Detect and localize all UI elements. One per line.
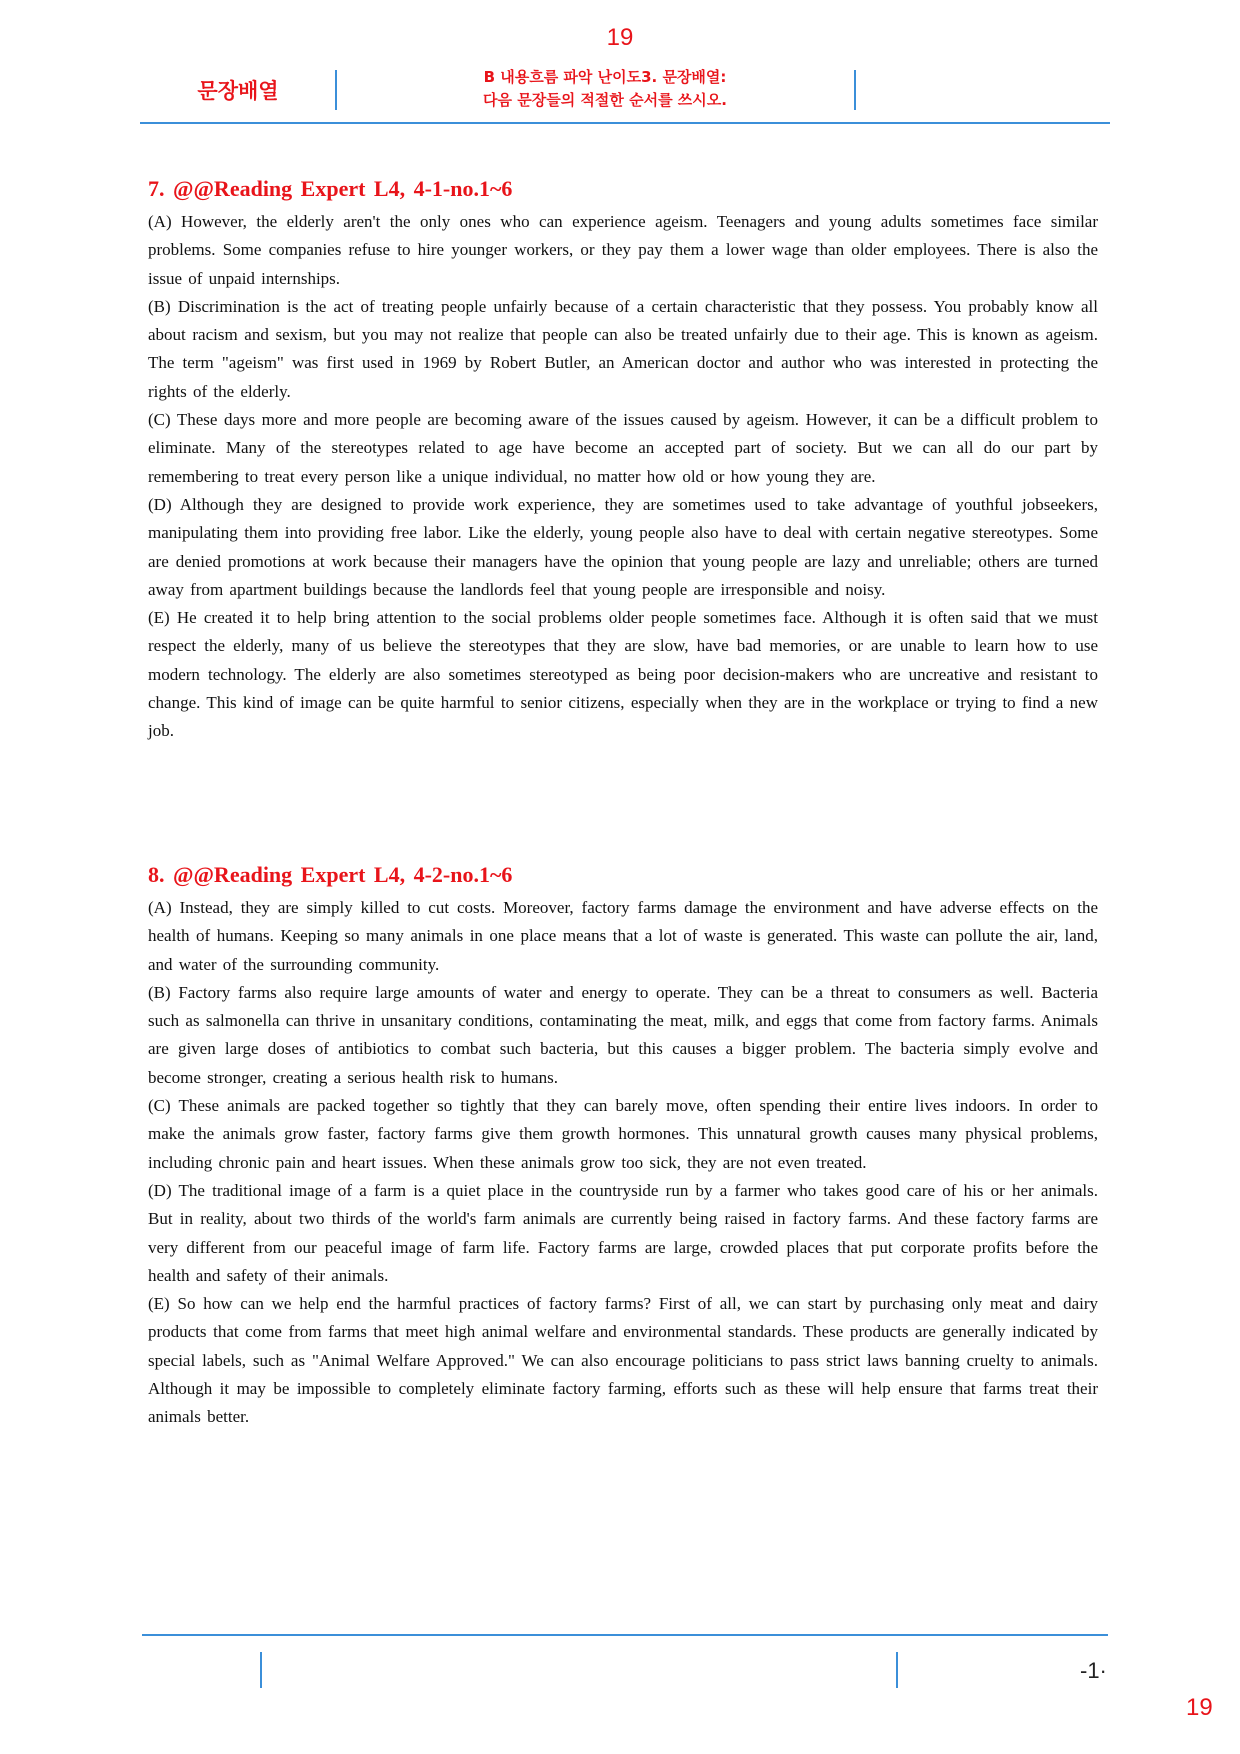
question-7 bbox=[148, 174, 1098, 746]
paragraph-d: (D) Although they are designed to provide work experience, they are sometimes used to take advantage of youthful jobseekers, manipulating them into providing free labor. Like the elderly, young people also have to deal with certain negative stereotypes. Some are denied promotions at work because their managers have the opinion that young people are lazy and unreliable; others are turned away from apartment buildings because the landlords feel that young people are irresponsible and noisy. bbox=[148, 494, 1098, 599]
page-number-top: 19 bbox=[606, 24, 634, 51]
footer-rule bbox=[142, 1634, 1108, 1636]
paragraph-b: (B) Factory farms also require large amounts of water and energy to operate. They can be a threat to consumers as well. Bacteria such as salmonella can thrive in unsanitary conditions, contaminating the meat, milk, and eggs that come from factory farms. Animals are given large doses of antibiotics to combat such bacteria, but this causes a bigger problem. The bacteria simply evolve and become stronger, creating a serious health risk to humans. bbox=[148, 982, 1098, 1087]
question-title: 8. @@Reading Expert L4, 4-2-no.1~6 bbox=[148, 862, 513, 887]
question-title: 7. @@Reading Expert L4, 4-1-no.1~6 bbox=[148, 176, 513, 201]
paragraph-b: (B) Discrimination is the act of treating people unfairly because of a certain characteristic that they possess. You probably know all about racism and sexism, but you may not realize that people can also be treated unfairly due to their age. This is known as ageism. The term "ageism" was first used in 1969 by Robert Butler, an American doctor and author who was interested in protecting the rights of the elderly. bbox=[148, 296, 1098, 401]
paragraph-e: (E) He created it to help bring attention to the social problems older people sometimes face. Although it is often said that we must respect the elderly, many of us believe the stereotypes that they are slow, have bad memories, or are unable to learn how to use modern technology. The elderly are also sometimes stereotyped as being poor decision-makers who are uncreative and resistant to change. This kind of image can be quite harmful to senior citizens, especially when they are in the workplace or trying to find a new job. bbox=[148, 608, 1098, 741]
paragraph-d: (D) The traditional image of a farm is a quiet place in the countryside run by a farmer who takes good care of his or her animals. But in reality, about two thirds of the world's farm animals are currently being raised in factory farms. And these factory farms are very different from our peaceful image of farm life. Factory farms are large, crowded places that put corporate profits before the health and safety of their animals. bbox=[148, 1180, 1098, 1285]
question-8 bbox=[148, 860, 1098, 1432]
instruction-text bbox=[336, 66, 874, 114]
paragraph-a: (A) However, the elderly aren't the only ones who can experience ageism. Teenagers and young adults sometimes face similar problems. Some companies refuse to hire younger workers, or they pay them a lower wage than older employees. There is also the issue of unpaid internships. bbox=[148, 212, 1098, 288]
instruction-line-2: 다음 문장들의 적절한 순서를 쓰시오. bbox=[483, 91, 727, 109]
page-header bbox=[140, 66, 1110, 114]
footer-divider-right bbox=[896, 1652, 898, 1688]
section-title: 문장배열 bbox=[197, 79, 279, 103]
paragraph-e: (E) So how can we help end the harmful practices of factory farms? First of all, we can start by purchasing only meat and dairy products that come from farms that meet high animal welfare and environmental standards. These products are generally indicated by special labels, such as "Animal Welfare Approved." We can also encourage politicians to pass strict laws banning cruelty to animals. Although it may be impossible to completely eliminate factory farming, efforts such as these will help ensure that farms treat their animals better. bbox=[148, 1294, 1098, 1427]
header-divider-right bbox=[854, 70, 856, 110]
instruction-line-1: B 내용흐름 파악 난이도3. 문장배열: bbox=[483, 68, 727, 86]
page-number-bottom: 19 bbox=[1186, 1694, 1213, 1721]
footer-page-label: -1· bbox=[1080, 1658, 1107, 1683]
paragraph-c: (C) These days more and more people are becoming aware of the issues caused by ageism. However, it can be a difficult problem to eliminate. Many of the stereotypes related to age have become an accepted part of society. But we can all do our part by remembering to treat every person like a unique individual, no matter how old or how young they are. bbox=[148, 410, 1098, 486]
paragraph-a: (A) Instead, they are simply killed to cut costs. Moreover, factory farms damage the environment and have adverse effects on the health of humans. Keeping so many animals in one place means that a lot of waste is generated. This waste can pollute the air, land, and water of the surrounding community. bbox=[148, 898, 1098, 974]
header-rule bbox=[140, 122, 1110, 124]
footer-divider-left bbox=[260, 1652, 262, 1688]
paragraph-c: (C) These animals are packed together so tightly that they can barely move, often spending their entire lives indoors. In order to make the animals grow faster, factory farms give them growth hormones. This unnatural growth causes many physical problems, including chronic pain and heart issues. When these animals grow too sick, they are not even treated. bbox=[148, 1096, 1098, 1172]
